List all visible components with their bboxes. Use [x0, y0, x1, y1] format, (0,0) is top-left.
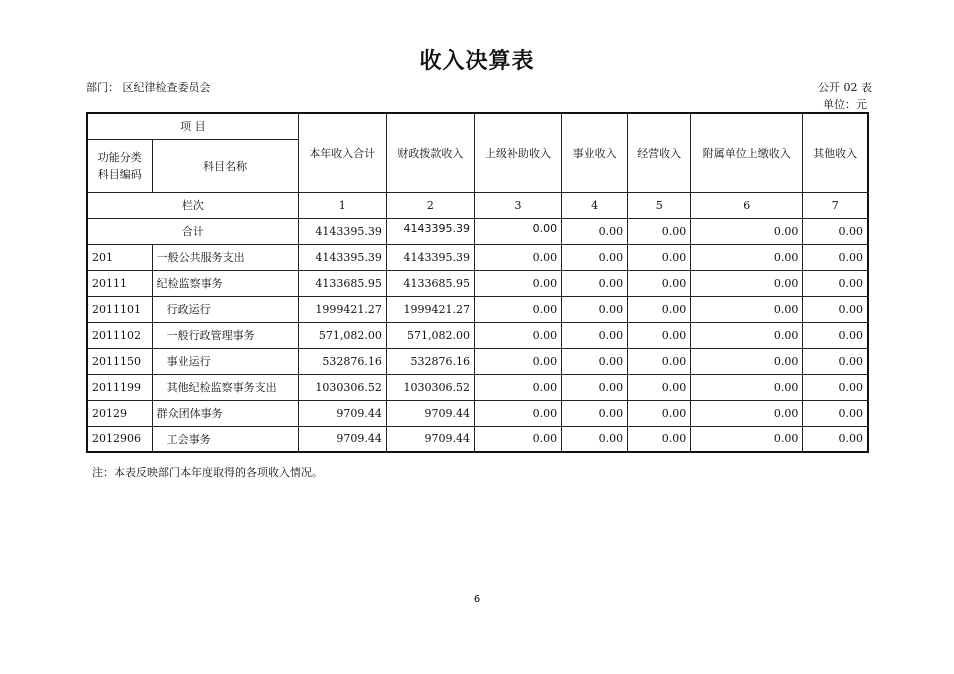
header-item: 项 目	[87, 113, 298, 139]
total-value: 4143395.39	[386, 218, 474, 244]
row-value: 532876.16	[386, 348, 474, 374]
row-value: 9709.44	[298, 426, 386, 452]
row-value: 0.00	[562, 296, 628, 322]
row-code: 2011199	[87, 374, 152, 400]
row-value: 0.00	[803, 322, 868, 348]
row-value: 0.00	[803, 426, 868, 452]
header-subject-name: 科目名称	[152, 139, 298, 192]
row-value: 532876.16	[298, 348, 386, 374]
total-value: 0.00	[562, 218, 628, 244]
row-code: 20111	[87, 270, 152, 296]
row-value: 0.00	[474, 426, 561, 452]
table-row	[87, 374, 868, 400]
col-index-num: 3	[474, 192, 561, 218]
row-value: 4133685.95	[386, 270, 474, 296]
row-value: 0.00	[562, 374, 628, 400]
row-value: 0.00	[691, 244, 803, 270]
row-value: 4143395.39	[298, 244, 386, 270]
header-func-code: 功能分类 科目编码	[87, 139, 152, 192]
row-value: 4143395.39	[386, 244, 474, 270]
col-index-label: 栏次	[87, 192, 298, 218]
row-value: 0.00	[628, 426, 691, 452]
total-value: 0.00	[474, 218, 561, 244]
row-code: 201	[87, 244, 152, 270]
row-code: 2012906	[87, 426, 152, 452]
row-subject-name: 工会事务	[152, 426, 298, 452]
row-value: 9709.44	[386, 400, 474, 426]
row-value: 0.00	[474, 270, 561, 296]
header-col-7: 其他收入	[803, 113, 868, 192]
footnote: 注：本表反映部门本年度取得的各项收入情况。	[92, 466, 323, 479]
row-subject-name: 其他纪检监察事务支出	[152, 374, 298, 400]
total-label: 合计	[87, 218, 298, 244]
row-code: 2011101	[87, 296, 152, 322]
table-row	[87, 348, 868, 374]
row-subject-name: 纪检监察事务	[152, 270, 298, 296]
row-value: 1030306.52	[386, 374, 474, 400]
total-value: 4143395.39	[298, 218, 386, 244]
row-value: 571,082.00	[298, 322, 386, 348]
row-value: 0.00	[474, 296, 561, 322]
header-col-4: 事业收入	[562, 113, 628, 192]
row-value: 0.00	[691, 322, 803, 348]
row-code: 2011102	[87, 322, 152, 348]
row-value: 0.00	[628, 270, 691, 296]
table-row	[87, 322, 868, 348]
row-value: 9709.44	[298, 400, 386, 426]
row-value: 571,082.00	[386, 322, 474, 348]
row-subject-name: 行政运行	[152, 296, 298, 322]
col-index-num: 5	[628, 192, 691, 218]
row-value: 0.00	[474, 374, 561, 400]
header-col-2: 财政拨款收入	[386, 113, 474, 192]
row-value: 0.00	[803, 270, 868, 296]
col-index-num: 6	[691, 192, 803, 218]
row-value: 0.00	[628, 244, 691, 270]
row-code: 2011150	[87, 348, 152, 374]
row-subject-name: 群众团体事务	[152, 400, 298, 426]
row-value: 0.00	[691, 348, 803, 374]
row-value: 0.00	[562, 244, 628, 270]
table-row	[87, 296, 868, 322]
row-value: 0.00	[628, 374, 691, 400]
row-value: 0.00	[562, 400, 628, 426]
col-index-num: 2	[386, 192, 474, 218]
col-index-num: 7	[803, 192, 868, 218]
table-row	[87, 426, 868, 452]
row-value: 0.00	[628, 296, 691, 322]
col-index-num: 4	[562, 192, 628, 218]
header-col-5: 经营收入	[628, 113, 691, 192]
row-value: 0.00	[628, 348, 691, 374]
row-value: 1030306.52	[298, 374, 386, 400]
row-value: 0.00	[628, 322, 691, 348]
row-value: 1999421.27	[386, 296, 474, 322]
row-value: 0.00	[691, 374, 803, 400]
page-number: 6	[473, 594, 481, 605]
row-value: 0.00	[474, 400, 561, 426]
row-value: 0.00	[803, 296, 868, 322]
table-row	[87, 400, 868, 426]
row-subject-name: 一般公共服务支出	[152, 244, 298, 270]
row-value: 0.00	[803, 374, 868, 400]
row-value: 0.00	[691, 296, 803, 322]
row-value: 0.00	[562, 426, 628, 452]
row-subject-name: 事业运行	[152, 348, 298, 374]
page-title: 收入决算表	[419, 49, 535, 74]
table-number: 公开 02 表	[818, 81, 872, 94]
income-table	[86, 112, 869, 453]
total-value: 0.00	[803, 218, 868, 244]
row-value: 0.00	[562, 270, 628, 296]
department-label: 部门： 区纪律检查委员会	[86, 81, 211, 94]
row-value: 0.00	[803, 244, 868, 270]
header-col-6: 附属单位上缴收入	[691, 113, 803, 192]
row-value: 0.00	[628, 400, 691, 426]
header-col-1: 本年收入合计	[298, 113, 386, 192]
row-subject-name: 一般行政管理事务	[152, 322, 298, 348]
row-value: 0.00	[474, 322, 561, 348]
row-value: 0.00	[474, 348, 561, 374]
row-value: 0.00	[474, 244, 561, 270]
row-value: 0.00	[803, 400, 868, 426]
row-value: 0.00	[691, 400, 803, 426]
row-value: 0.00	[691, 426, 803, 452]
header-col-3: 上级补助收入	[474, 113, 561, 192]
row-value: 0.00	[691, 270, 803, 296]
unit-label: 单位：元	[823, 98, 867, 111]
table-row	[87, 270, 868, 296]
row-value: 0.00	[803, 348, 868, 374]
row-value: 0.00	[562, 322, 628, 348]
row-value: 0.00	[562, 348, 628, 374]
col-index-num: 1	[298, 192, 386, 218]
total-value: 0.00	[691, 218, 803, 244]
row-value: 9709.44	[386, 426, 474, 452]
row-value: 1999421.27	[298, 296, 386, 322]
row-code: 20129	[87, 400, 152, 426]
row-value: 4133685.95	[298, 270, 386, 296]
total-value: 0.00	[628, 218, 691, 244]
table-row	[87, 244, 868, 270]
